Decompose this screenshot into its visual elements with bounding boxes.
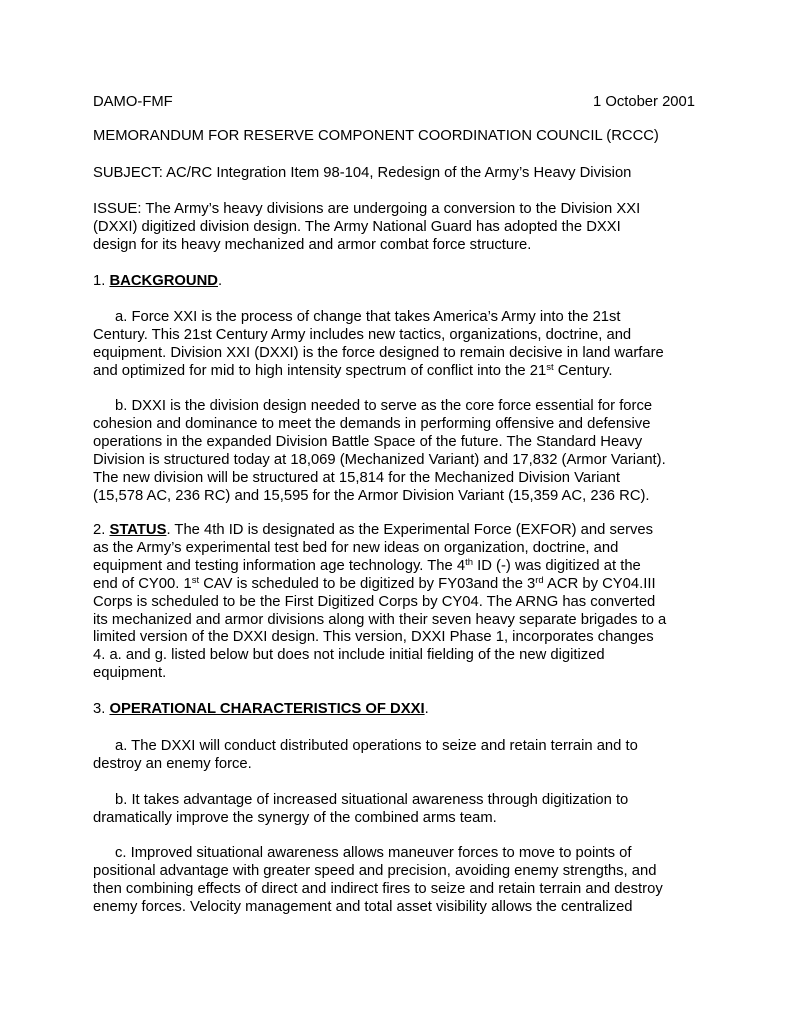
text-run: equipment and testing information age technology. The 4 [93, 557, 466, 574]
paragraph-line: equipment. [93, 665, 167, 682]
text-run: . The 4th ID is designated as the Experimental Force (EXFOR) and serves [166, 522, 654, 538]
text-run: ACR by CY04.III [543, 575, 656, 592]
paragraph-line: Corps is scheduled to be the First Digitized Corps by CY04. The ARNG has converted [93, 593, 656, 610]
text-run: CAV is scheduled to be digitized by FY03and the 3 [199, 575, 536, 592]
paragraph-line: Century. This 21st Century Army includes new tactics, organizations, doctrine, and [93, 326, 632, 343]
text-run: and optimized for mid to high intensity spectrum of conflict into the 21 [93, 362, 547, 379]
paragraph-3a [93, 738, 705, 774]
paragraph-1a [93, 309, 705, 381]
issue-line: design for its heavy mechanized and armor combat force structure. [93, 236, 532, 253]
paragraph-line: its mechanized and armor divisions along with their seven heavy separate brigades to a [93, 611, 667, 628]
paragraph-line: c. Improved situational awareness allows maneuver forces to move to points of [115, 845, 632, 861]
paragraph-1b [93, 398, 705, 505]
subject-line: SUBJECT: AC/RC Integration Item 98-104, Redesign of the Army’s Heavy Division [93, 165, 632, 181]
superscript: rd [535, 574, 544, 586]
superscript: th [465, 556, 474, 568]
paragraph-line [93, 558, 705, 576]
section-period: . [217, 273, 223, 289]
section-title: OPERATIONAL CHARACTERISTICS OF DXXI [109, 701, 425, 717]
paragraph-line: enemy forces. Velocity management and total asset visibility allows the centralized [93, 898, 633, 915]
paragraph-line [93, 363, 705, 381]
paragraph-line: b. It takes advantage of increased situational awareness through digitization to [115, 792, 629, 808]
paragraph-3c [93, 845, 705, 917]
section-2-status [93, 522, 705, 683]
section-period: . [424, 701, 429, 717]
memo-for-line: MEMORANDUM FOR RESERVE COMPONENT COORDINATION COUNCIL (RCCC) [93, 128, 659, 144]
text-run: Century. [553, 362, 613, 379]
office-symbol: DAMO-FMF [93, 94, 173, 110]
paragraph-line: limited version of the DXXI design. This version, DXXI Phase 1, incorporates changes [93, 629, 654, 646]
paragraph-line: (15,578 AC, 236 RC) and 15,595 for the Armor Division Variant (15,359 AC, 236 RC). [93, 487, 650, 504]
paragraph-line: then combining effects of direct and indirect fires to seize and retain terrain and destroy [93, 880, 663, 897]
issue-paragraph [93, 201, 705, 255]
paragraph-line: as the Army’s experimental test bed for new ideas on organization, doctrine, and [93, 539, 619, 556]
paragraph-line: 4. a. and g. listed below but does not include initial fielding of the new digitized [93, 647, 605, 664]
section-1-heading [93, 273, 705, 291]
section-3-heading [93, 701, 705, 719]
section-number: 3. [93, 701, 110, 717]
text-run: end of CY00. 1 [93, 575, 192, 592]
section-title: BACKGROUND [109, 273, 218, 289]
paragraph-line: a. The DXXI will conduct distributed operations to seize and retain terrain and to [115, 738, 638, 754]
paragraph-3b [93, 792, 705, 828]
section-title: STATUS [109, 522, 167, 538]
superscript: st [546, 361, 554, 373]
paragraph-line: The new division will be structured at 15,814 for the Mechanized Division Variant [93, 469, 620, 486]
memo-date: 1 October 2001 [592, 94, 695, 110]
section-number: 2. [93, 522, 110, 538]
paragraph-line: equipment. Division XXI (DXXI) is the force designed to remain decisive in land warfare [93, 344, 664, 361]
paragraph-line: Division is structured today at 18,069 (Mechanized Variant) and 17,832 (Armor Variant). [93, 451, 666, 468]
paragraph-line: operations in the expanded Division Battle Space of the future. The Standard Heavy [93, 433, 643, 450]
paragraph-line: b. DXXI is the division design needed to serve as the core force essential for force [115, 398, 653, 414]
paragraph-line: a. Force XXI is the process of change that takes America’s Army into the 21st [115, 309, 621, 325]
paragraph-line: positional advantage with greater speed and precision, avoiding enemy strengths, and [93, 862, 657, 879]
paragraph-line: dramatically improve the synergy of the combined arms team. [93, 809, 497, 826]
text-run: ID (-) was digitized at the [473, 557, 641, 574]
paragraph-line [93, 576, 705, 594]
superscript: st [191, 574, 200, 586]
issue-line: ISSUE: The Army’s heavy divisions are undergoing a conversion to the Division XXI [93, 201, 641, 217]
paragraph-line [93, 522, 705, 540]
section-number: 1. [93, 273, 110, 289]
paragraph-line: cohesion and dominance to meet the demands in performing offensive and defensive [93, 415, 651, 432]
issue-line: (DXXI) digitized division design. The Army National Guard has adopted the DXXI [93, 218, 621, 235]
paragraph-line: destroy an enemy force. [93, 755, 252, 772]
